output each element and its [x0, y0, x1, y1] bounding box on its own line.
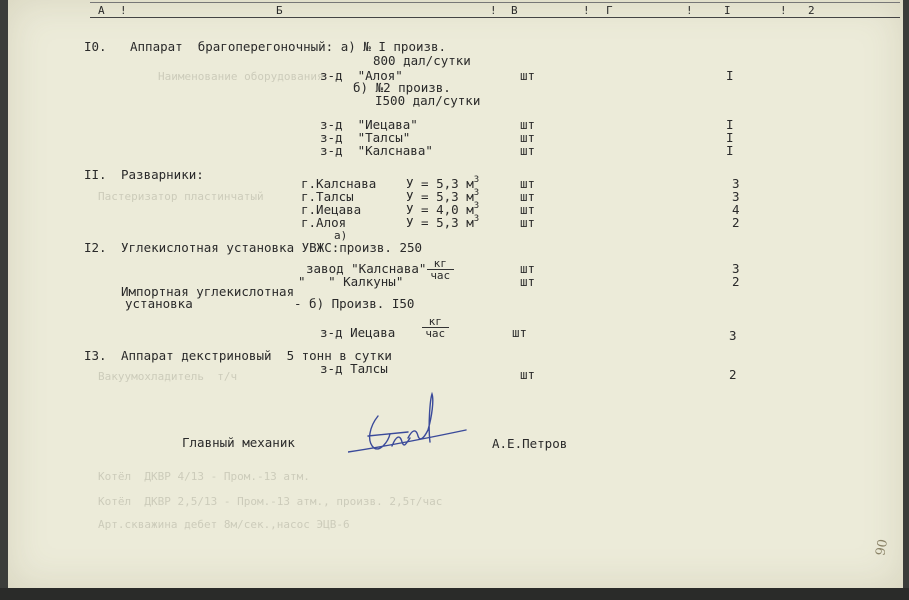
- unit: шт: [520, 176, 536, 191]
- place-name: г.Алоя: [301, 215, 347, 230]
- header-col-v: В: [511, 4, 518, 17]
- quantity: I: [726, 130, 734, 145]
- sub-label: а): [334, 229, 348, 242]
- quantity: 2: [729, 367, 737, 382]
- plant-name: " " Калкуны": [298, 274, 404, 289]
- handwritten-signature: [348, 386, 468, 466]
- unit: шт: [512, 325, 528, 340]
- header-col-2: 2: [808, 4, 815, 17]
- header-col-g: Г: [606, 4, 613, 17]
- header-col-a: А: [98, 4, 105, 17]
- plant-name: з-д Иецава: [320, 325, 396, 340]
- item-number: II.: [84, 167, 107, 182]
- signatory-role: Главный механик: [182, 435, 295, 450]
- item-title: Импортная углекислотная: [121, 284, 295, 299]
- item-capacity: I500 дал/сутки: [375, 93, 481, 108]
- unit: шт: [520, 117, 536, 132]
- header-top-rule: [90, 2, 900, 3]
- plant-name: завод "Калснава": [306, 261, 427, 276]
- header-col-b: Б: [276, 4, 283, 17]
- header-separator: !: [583, 4, 590, 17]
- place-name: г.Талсы: [301, 189, 354, 204]
- plant-name: з-д Талсы: [320, 361, 388, 376]
- quantity: 2: [732, 215, 740, 230]
- unit: шт: [520, 215, 536, 230]
- item-capacity: - б) Произв. I50: [294, 296, 415, 311]
- plant-name: з-д "Калснава": [320, 143, 433, 158]
- quantity: 4: [732, 202, 740, 217]
- bleed-through-text: Котёл ДКВР 4/13 - Пром.-13 атм.: [98, 470, 310, 483]
- bleed-through-text: Пастеризатор пластинчатый: [98, 190, 264, 203]
- item-title: Аппарат декстриновый 5 тонн в сутки: [121, 348, 392, 363]
- bleed-through-text: Арт.скважина дебет 8м/сек.,насос ЭЦВ-6: [98, 518, 350, 531]
- document-page: [8, 0, 903, 588]
- item-capacity: 800 дал/сутки: [373, 53, 471, 68]
- item-number: I3.: [84, 348, 107, 363]
- place-name: г.Иецава: [301, 202, 362, 217]
- unit: шт: [520, 143, 536, 158]
- item-subtitle: б) №2 произв.: [353, 80, 451, 95]
- header-separator: !: [780, 4, 787, 17]
- place-name: г.Калснава: [301, 176, 377, 191]
- header-separator: !: [490, 4, 497, 17]
- unit-fraction: кг час: [427, 236, 454, 292]
- unit: шт: [520, 130, 536, 145]
- bleed-through-text: Вакуумохладитель т/ч: [98, 370, 238, 383]
- unit: шт: [520, 189, 536, 204]
- volume: У = 5,3 $м^3$: [406, 175, 480, 191]
- quantity: 3: [732, 189, 740, 204]
- unit: шт: [520, 202, 536, 217]
- plant-name: з-д "Алоя": [320, 68, 403, 83]
- volume: У = 5,3 $м^3$: [406, 188, 480, 204]
- item-title: Аппарат брагоперегоночный: а) № I произв.: [130, 39, 447, 54]
- page-number: 90: [873, 538, 892, 557]
- unit-fraction: кг час: [422, 294, 449, 350]
- header-col-1: I: [724, 4, 731, 17]
- quantity: 3: [729, 328, 737, 343]
- bleed-through-text: Наименование оборудования: [158, 70, 324, 83]
- unit: шт: [520, 261, 536, 276]
- quantity: 3: [732, 261, 740, 276]
- plant-name: з-д "Талсы": [320, 130, 411, 145]
- volume: У = 5,3 $м^3$: [406, 214, 480, 230]
- header-bottom-rule: [90, 17, 900, 18]
- item-number: I0.: [84, 39, 107, 54]
- signatory-name: А.Е.Петров: [492, 436, 568, 451]
- unit: шт: [520, 68, 536, 83]
- unit: шт: [520, 274, 536, 289]
- item-title: установка: [125, 296, 193, 311]
- volume: У = 4,0 $м^3$: [406, 201, 480, 217]
- scan-edge: [0, 588, 909, 600]
- quantity: I: [726, 143, 734, 158]
- item-number: I2.: [84, 240, 107, 255]
- bleed-through-text: Котёл ДКВР 2,5/13 - Пром.-13 атм., произв. 2,5т/час: [98, 495, 443, 508]
- quantity: 3: [732, 176, 740, 191]
- quantity: I: [726, 117, 734, 132]
- plant-name: з-д "Иецава": [320, 117, 418, 132]
- quantity: I: [726, 68, 734, 83]
- item-title: Разварники:: [121, 167, 204, 182]
- header-separator: !: [686, 4, 693, 17]
- header-separator: !: [120, 4, 127, 17]
- item-title: Углекислотная установка УВЖС:произв. 250: [121, 240, 423, 255]
- unit: шт: [520, 367, 536, 382]
- quantity: 2: [732, 274, 740, 289]
